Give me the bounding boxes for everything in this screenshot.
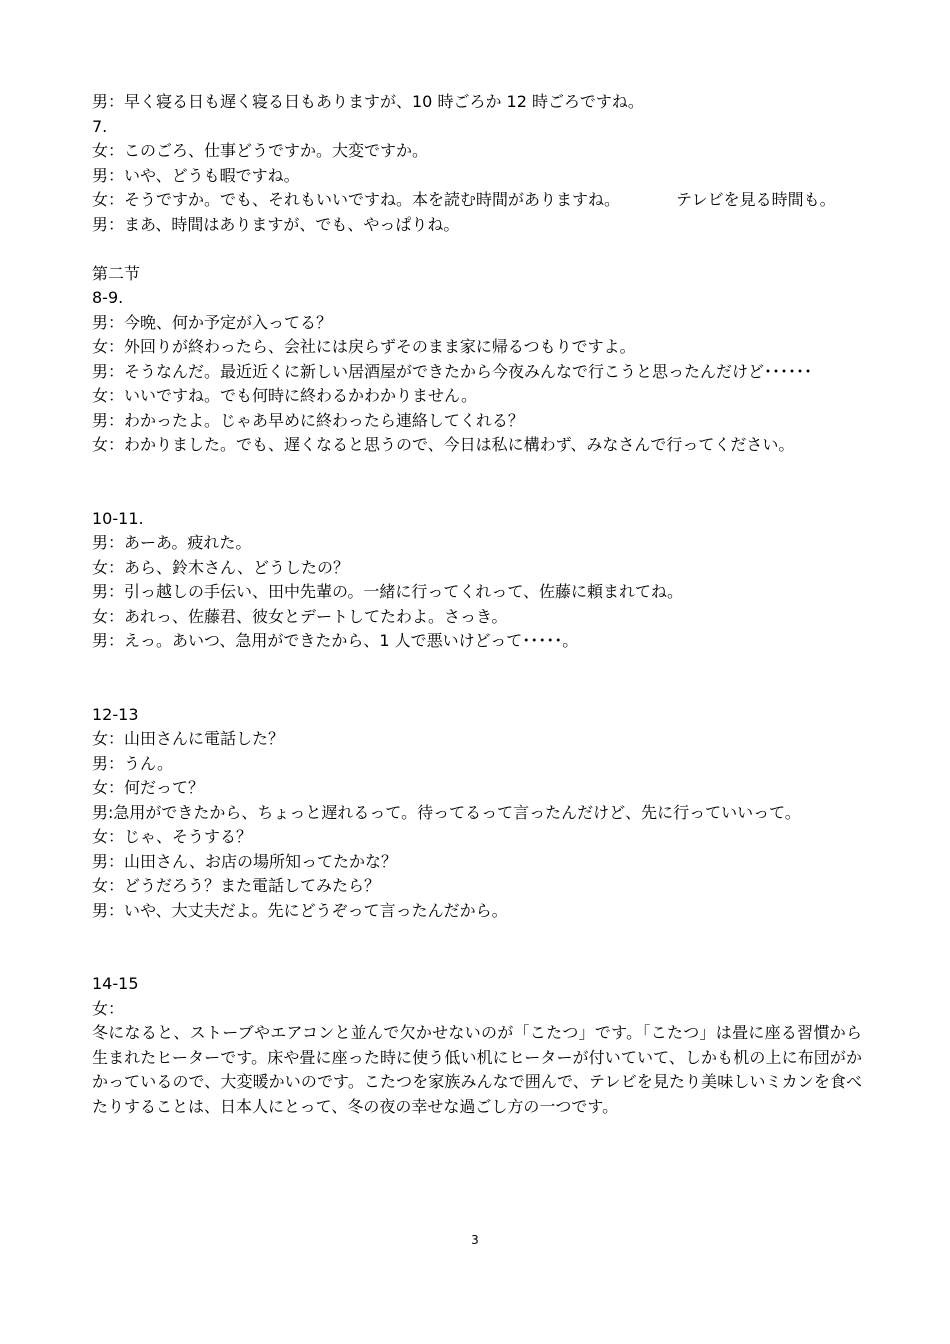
dialog-line: 女：このごろ、仕事どうですか。大変ですか。: [92, 141, 429, 160]
question-number: 8-9.: [92, 288, 124, 307]
question-number: 12-13: [92, 704, 139, 724]
question-number: 10-11.: [92, 508, 144, 528]
speaker-label: 女：: [92, 998, 125, 1018]
dialog-line: 男：うん。: [92, 753, 173, 773]
section-heading: 第二节: [92, 263, 141, 283]
page-number: 3: [471, 1233, 479, 1247]
dialog-line: 男：まあ、時間はありますが、でも、やっぱりね。: [92, 214, 460, 234]
dialog-line: 女：外回りが終わったら、会社には戻らずそのまま家に帰るつもりですよ。: [92, 337, 636, 356]
monologue-paragraph: 冬になると、ストーブやエアコンと並んで欠かせないのが「こたつ」です。「こたつ」は畳に座る習慣から生まれたヒーターです。床や畳に座った時に使う低い机にヒーターが付いていて、しかも机の上に布団がかかっているので、大変暖かいのです。こたつを家族みんなで囲んで、テレビを見たり美味しいミカンを食べたりすることは、日本人にとって、冬の夜の幸せな過ごし方の一つです。: [92, 1023, 862, 1116]
dialog-line: 男：いや、大丈夫だよ。先にどうぞって言ったんだから。: [92, 900, 508, 920]
dialog-line: 女：わかりました。でも、遅くなると思うので、今日は私に構わず、みなさんで行ってください。: [92, 435, 795, 454]
dialog-line: 女：そうですか。でも、それもいいですね。本を読む時間がありますね。 テレビを見る時間も。: [92, 190, 836, 209]
dialog-line: 男:急用ができたから、ちょっと遅れるって。待ってるって言ったんだけど、先に行っていいって。: [92, 802, 801, 822]
dialog-line: 男：引っ越しの手伝い、田中先輩の。一緒に行ってくれって、佐藤に頼まれてね。: [92, 582, 684, 601]
question-number: 7.: [92, 116, 108, 136]
dialog-line: 女：あれっ、佐藤君、彼女とデートしてたわよ。さっき。: [92, 606, 508, 626]
dialog-line: 男：早く寝る日も遅く寝る日もありますが、10 時ごろか 12 時ごろですね。: [92, 92, 644, 111]
dialog-line: 女：いいですね。でも何時に終わるかわかりません。: [92, 386, 477, 405]
dialog-line: 女：あら、鈴木さん、どうしたの？: [92, 557, 349, 577]
dialog-line: 女：何だって？: [92, 778, 205, 797]
dialog-line: 男：いや、どうも暇ですね。: [92, 165, 300, 185]
dialog-line: 女：どうだろう？また電話してみたら？: [92, 876, 381, 895]
dialog-line: 男：そうなんだ。最近近くに新しい居酒屋ができたから今夜みんなで行こうと思ったんだけど･･････: [92, 361, 813, 381]
dialog-line: 女：山田さんに電話した？: [92, 729, 285, 748]
dialog-line: 男：わかったよ。じゃあ早めに終わったら連絡してくれる？: [92, 410, 524, 430]
dialog-line: 男：今晩、何か予定が入ってる？: [92, 312, 333, 332]
dialog-line: 女：じゃ、そうする？: [92, 827, 253, 846]
question-number: 14-15: [92, 974, 139, 993]
dialog-line: 男：あーあ。疲れた。: [92, 533, 252, 552]
dialog-line: 男：えっ。あいつ、急用ができたから、1 人で悪いけどって･････。: [92, 631, 579, 650]
dialog-line: 男：山田さん、お店の場所知ってたかな？: [92, 851, 397, 871]
document-page: [92, 90, 862, 1119]
